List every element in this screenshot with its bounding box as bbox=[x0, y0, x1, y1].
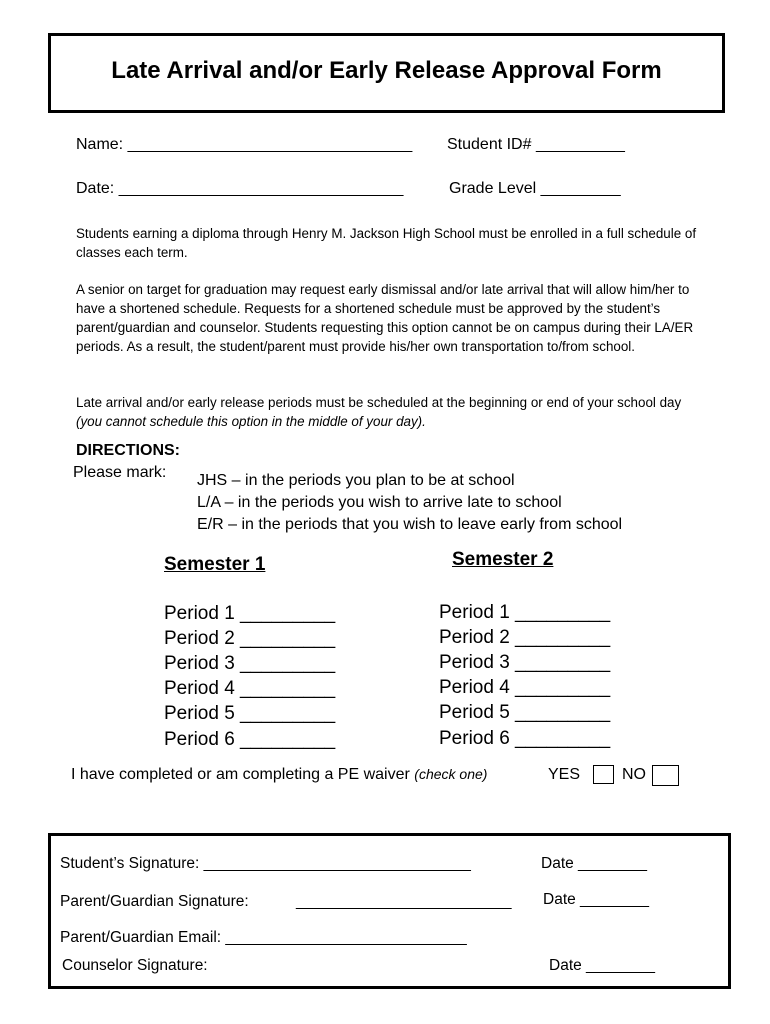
student-signature-field[interactable]: Student’s Signature: _______________________________ bbox=[60, 855, 471, 872]
sem1-period-2[interactable]: Period 2 _________ bbox=[164, 628, 336, 649]
pe-waiver-question bbox=[71, 766, 487, 784]
sem2-period-3[interactable]: Period 3 _________ bbox=[439, 652, 611, 673]
sem2-period-1[interactable]: Period 1 _________ bbox=[439, 602, 611, 623]
pe-yes-checkbox[interactable] bbox=[593, 765, 614, 784]
sem1-period-5[interactable]: Period 5 _________ bbox=[164, 703, 336, 724]
direction-la: L/A – in the periods you wish to arrive late to school bbox=[197, 494, 562, 511]
scheduling-text: Late arrival and/or early release periods must be scheduled at the beginning or end of your school day bbox=[76, 395, 682, 410]
parent-email-field[interactable]: Parent/Guardian Email: ____________________________ bbox=[60, 929, 467, 946]
pe-no-checkbox[interactable] bbox=[652, 765, 679, 786]
semester-2-heading: Semester 2 bbox=[452, 549, 554, 570]
student-id-field[interactable]: Student ID# __________ bbox=[447, 136, 625, 153]
pe-yes-label: YES bbox=[548, 766, 581, 783]
parent-date-field[interactable]: Date ________ bbox=[543, 891, 650, 908]
semester-1-heading: Semester 1 bbox=[164, 554, 266, 575]
sem2-period-4[interactable]: Period 4 _________ bbox=[439, 677, 611, 698]
name-field[interactable]: Name: ________________________________ bbox=[76, 136, 413, 153]
sem2-period-5[interactable]: Period 5 _________ bbox=[439, 702, 611, 723]
paragraph-senior-request: A senior on target for graduation may request early dismissal and/or late arrival that will allow him/her to have a shortened schedule. Requests for a shortened schedule must be approved by the student’s parent/guardian and counselor. Students requesting this option cannot be on campus during their LA/ER periods. As a result, the student/parent must provide his/her own transportation to/from school. bbox=[76, 282, 694, 354]
direction-er: E/R – in the periods that you wish to leave early from school bbox=[197, 516, 623, 533]
sem2-period-6[interactable]: Period 6 _________ bbox=[439, 728, 611, 749]
sem1-period-1[interactable]: Period 1 _________ bbox=[164, 603, 336, 624]
counselor-date-field[interactable]: Date ________ bbox=[549, 957, 656, 974]
please-mark-label: Please mark: bbox=[73, 464, 167, 481]
pe-waiver-text: I have completed or am completing a PE waiver bbox=[71, 766, 415, 783]
sem2-period-2[interactable]: Period 2 _________ bbox=[439, 627, 611, 648]
scheduling-note: (you cannot schedule this option in the middle of your day). bbox=[76, 414, 426, 429]
sem1-period-4[interactable]: Period 4 _________ bbox=[164, 678, 336, 699]
form-title: Late Arrival and/or Early Release Approval Form bbox=[111, 57, 662, 84]
counselor-signature-label[interactable]: Counselor Signature: bbox=[62, 957, 208, 974]
parent-signature-field[interactable]: _________________________ bbox=[296, 893, 512, 910]
directions-heading: DIRECTIONS: bbox=[76, 442, 180, 459]
title-box bbox=[48, 33, 725, 113]
paragraph-enrollment: Students earning a diploma through Henry M. Jackson High School must be enrolled in a full schedule of classes each term. bbox=[76, 226, 697, 260]
grade-level-field[interactable]: Grade Level _________ bbox=[449, 180, 621, 197]
pe-waiver-hint: (check one) bbox=[414, 766, 488, 782]
student-date-field[interactable]: Date ________ bbox=[541, 855, 648, 872]
parent-signature-label: Parent/Guardian Signature: bbox=[60, 893, 249, 910]
sem1-period-3[interactable]: Period 3 _________ bbox=[164, 653, 336, 674]
pe-no-label: NO bbox=[622, 766, 646, 783]
direction-jhs: JHS – in the periods you plan to be at school bbox=[197, 472, 515, 489]
sem1-period-6[interactable]: Period 6 _________ bbox=[164, 729, 336, 750]
date-field[interactable]: Date: ________________________________ bbox=[76, 180, 404, 197]
paragraph-scheduling bbox=[76, 393, 701, 431]
